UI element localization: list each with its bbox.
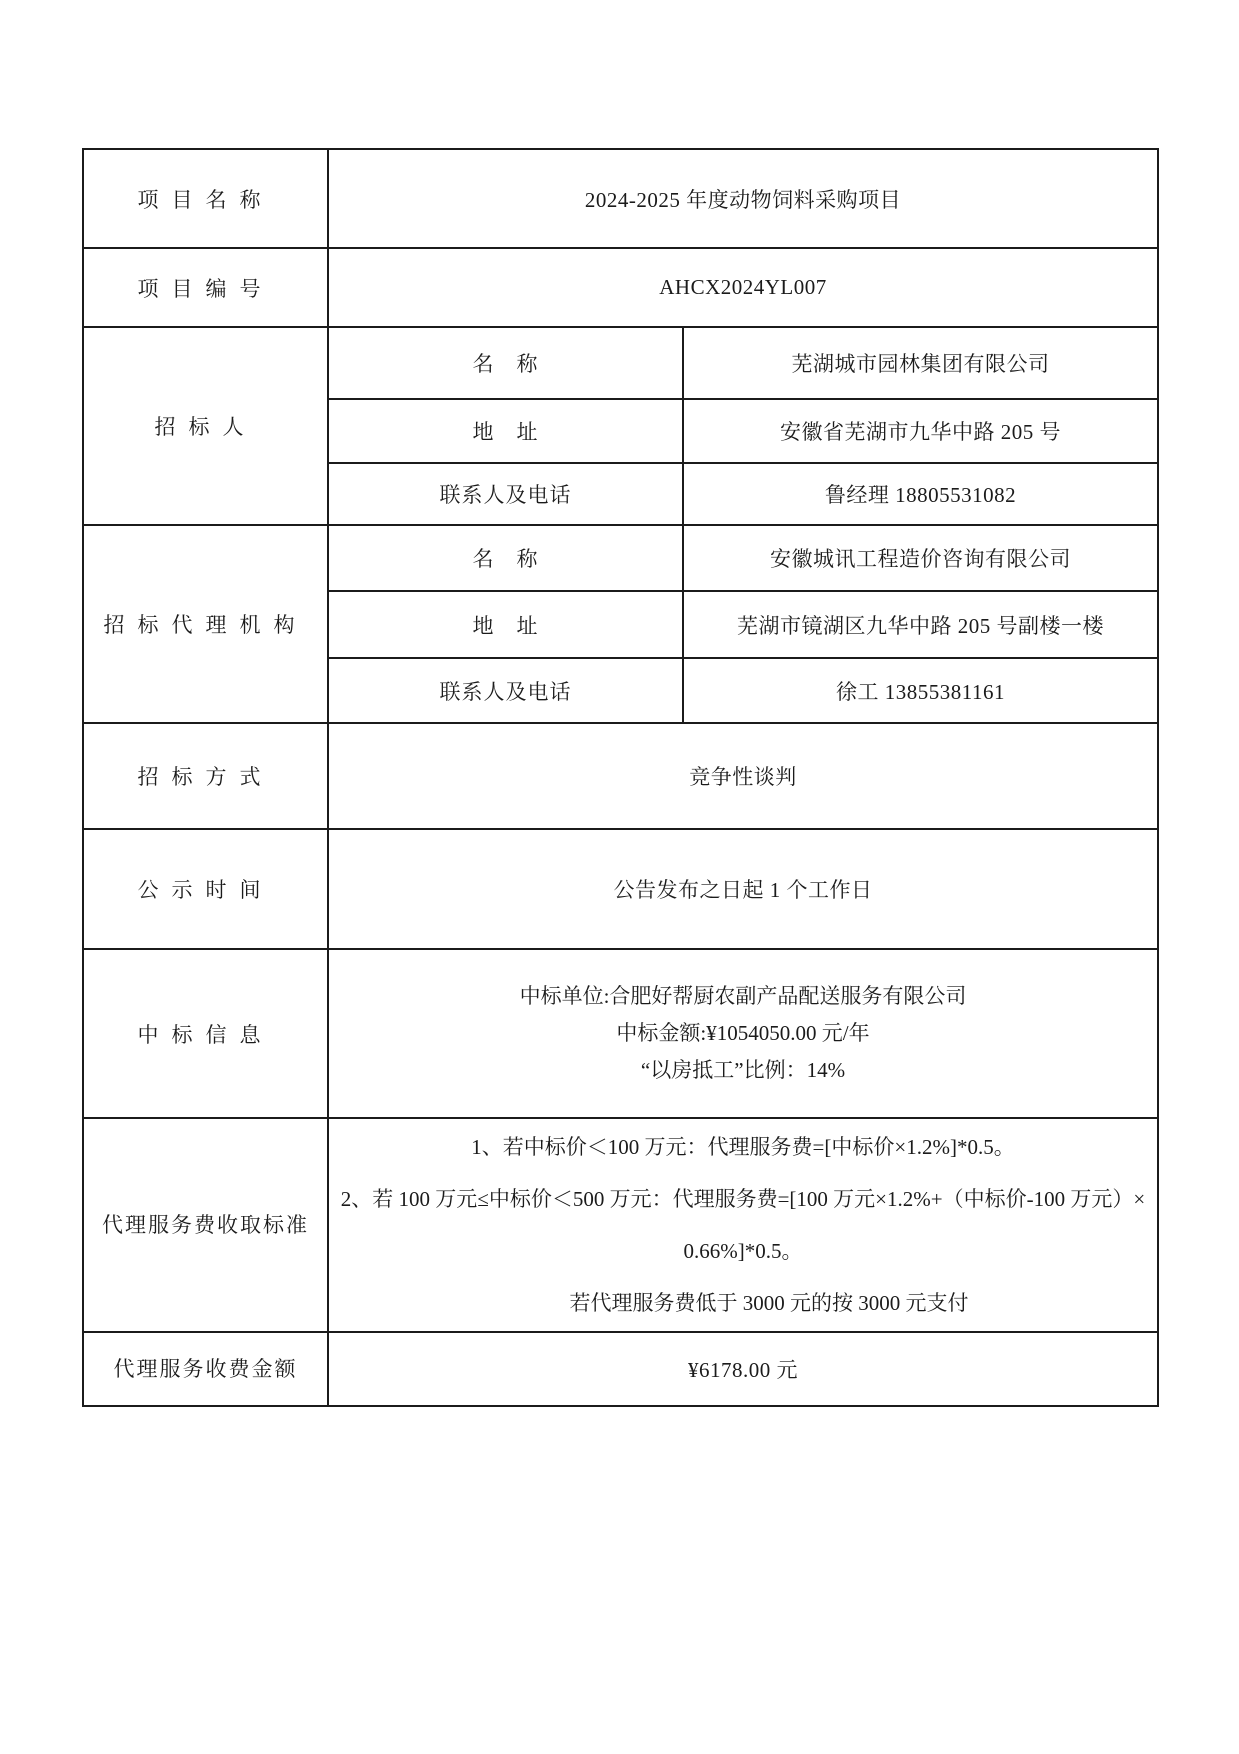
tender-info-table [82, 148, 1159, 1407]
tenderer-contact-value: 鲁经理 18805531082 [683, 463, 1158, 525]
table-row [83, 949, 1158, 1118]
tenderer-name-key: 名 称 [328, 327, 683, 399]
award-ratio-line: “以房抵工”比例：14% [640, 1058, 846, 1082]
bidding-method-value: 竞争性谈判 [328, 723, 1158, 829]
project-name-value: 2024-2025 年度动物饲料采购项目 [328, 149, 1158, 248]
tenderer-contact-key: 联系人及电话 [328, 463, 683, 525]
award-info-label: 中标信息 [83, 949, 328, 1118]
agency-address-key: 地 址 [328, 591, 683, 658]
agency-fee-amount-value: ¥6178.00 元 [328, 1332, 1158, 1406]
agency-fee-standard-value [328, 1118, 1158, 1332]
project-number-value: AHCX2024YL007 [328, 248, 1158, 327]
table-row [83, 248, 1158, 327]
tenderer-label: 招标人 [83, 327, 328, 525]
table-row [83, 525, 1158, 591]
tenderer-name-value: 芜湖城市园林集团有限公司 [683, 327, 1158, 399]
agency-contact-value: 徐工 13855381161 [683, 658, 1158, 723]
table-row [83, 149, 1158, 248]
table-row [83, 723, 1158, 829]
tenderer-address-value: 安徽省芜湖市九华中路 205 号 [683, 399, 1158, 463]
award-amount-line: 中标金额:¥1054050.00 元/年 [616, 1021, 870, 1045]
table-row [83, 1332, 1158, 1406]
agency-contact-key: 联系人及电话 [328, 658, 683, 723]
award-info-value [328, 949, 1158, 1118]
table-row [83, 1118, 1158, 1332]
fee-minimum-note: 若代理服务费低于 3000 元的按 3000 元支付 [569, 1291, 969, 1315]
tenderer-address-key: 地 址 [328, 399, 683, 463]
award-winner-line: 中标单位:合肥好帮厨农副产品配送服务有限公司 [519, 984, 967, 1008]
publicity-period-value: 公告发布之日起 1 个工作日 [328, 829, 1158, 949]
agency-fee-amount-label: 代理服务收费金额 [83, 1332, 328, 1406]
agency-address-value: 芜湖市镜湖区九华中路 205 号副楼一楼 [683, 591, 1158, 658]
project-number-label: 项目编号 [83, 248, 328, 327]
fee-rule-1: 1、若中标价＜100 万元：代理服务费=[中标价×1.2%]*0.5。 [471, 1135, 1015, 1159]
bidding-method-label: 招标方式 [83, 723, 328, 829]
agency-name-value: 安徽城讯工程造价咨询有限公司 [683, 525, 1158, 591]
table-row [83, 829, 1158, 949]
publicity-period-label: 公示时间 [83, 829, 328, 949]
project-name-label: 项目名称 [83, 149, 328, 248]
fee-rule-2: 2、若 100 万元≤中标价＜500 万元：代理服务费=[100 万元×1.2%+（中标价-100 万元）×0.66%]*0.5。 [340, 1187, 1146, 1263]
agency-fee-standard-label: 代理服务费收取标准 [83, 1118, 328, 1332]
table-row [83, 327, 1158, 399]
agency-label: 招标代理机构 [83, 525, 328, 723]
agency-name-key: 名 称 [328, 525, 683, 591]
